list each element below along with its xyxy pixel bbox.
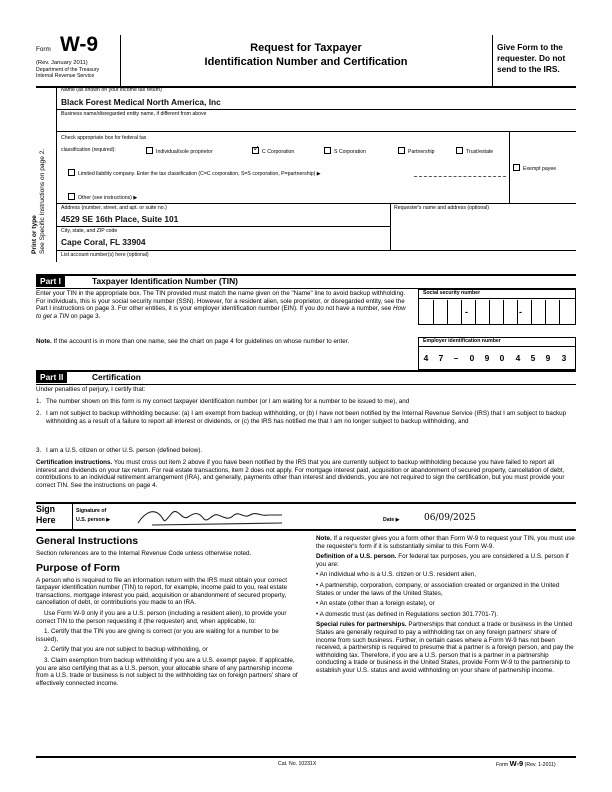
special-rules-para <box>316 621 576 674</box>
part2-tag: Part II <box>36 372 67 383</box>
date-label: Date ▶ <box>383 517 400 523</box>
see-specific <box>39 134 47 254</box>
part2-title: Certification <box>92 372 141 382</box>
cert-label: Certification instructions. <box>36 459 113 466</box>
footer-revision: (Rev. 1-2011) <box>524 762 556 768</box>
purpose-p2: Use Form W-9 only if you are a U.S. person (including a resident alien), to provide your correct TIN to the person requesting it (the requester) and, when applicable, to: <box>36 609 287 625</box>
ssn-cells[interactable] <box>419 300 575 324</box>
footer-form <box>496 761 556 769</box>
s-corp-label: S Corporation <box>334 149 367 155</box>
footer-form-number: W-9 <box>509 759 524 768</box>
part1-text-a: Enter your TIN in the appropriate box. The TIN provided must match the name given on the "Name" line to avoid backup withholding. For individuals, this is your social security number (SSN). However, for a resident alien, sole proprietor, or disregarded entity, see the Part I instructions on page 3. For other entities, it is your employer identification number (EIN). If you do not have a number, see <box>36 290 406 313</box>
purpose-title: Purpose of Form <box>36 561 121 574</box>
option-c-corp[interactable] <box>252 144 295 156</box>
ein-dash: – <box>453 353 459 363</box>
bullet-2: • A partnership, corporation, company, or association created or organized in the United States or under the laws of the United States, <box>316 581 560 597</box>
account-label: List account number(s) here (optional) <box>61 252 149 258</box>
note-text: If a requester gives you a form other than Form W-9 to request your TIN, you must use the requester's form if it is substantially similar to this Form W-9. <box>316 535 575 550</box>
purpose-p1: A person who is required to file an information return with the IRS must obtain your correct taxpayer identification number (TIN) to report, for example, income paid to you, real estate transactions, mortgage interest you paid, acquisition or abandonment of secured property, cancellation of debt, or contributions you made to an IRA. <box>36 576 287 607</box>
sidebar-text <box>31 134 51 254</box>
irs-text: Internal Revenue Service <box>36 73 95 79</box>
classification-label2: classification (required): <box>61 147 116 153</box>
part1-note <box>36 338 406 346</box>
right-column <box>316 535 576 678</box>
partnership-checkbox[interactable] <box>398 147 405 154</box>
general-instructions-text: Section references are to the Internal Revenue Code unless otherwise noted. <box>36 550 252 557</box>
part1-tag: Part I <box>36 276 65 287</box>
signature-image[interactable] <box>132 503 312 529</box>
part1-text-how: How to get a TIN <box>36 305 406 320</box>
footer-form-label: Form <box>496 762 509 768</box>
bullet-3: • An estate (other than a foreign estate), or <box>316 600 435 608</box>
print-or-type: Print or type <box>31 215 38 254</box>
ein-digit: 7 <box>438 353 444 363</box>
part1-note-text: If the account is in more than one name, see the chart on page 4 for guidelines on whose number to enter. <box>51 338 350 345</box>
checkmark-icon: ✓ <box>253 144 260 153</box>
option-trust[interactable] <box>456 147 493 156</box>
s-corp-checkbox[interactable] <box>324 147 331 154</box>
ein-digit: 9 <box>545 353 551 363</box>
requester-label: Requester's name and address (optional) <box>394 205 489 211</box>
purpose-l3: 3. Claim exemption from backup withholding if you are a U.S. exempt payee. If applicable, you are also certifying that as a U.S. person, your allocable share of any partnership income from a U.S. trade or business is not subject to the withholding tax on foreign partners' share of effectively connected income. <box>36 656 298 687</box>
llc-input-line[interactable] <box>414 176 506 177</box>
department-text: Department of the Treasury <box>36 66 100 73</box>
bullet-1: • An individual who is a U.S. citizen or U.S. resident alien, <box>316 571 477 579</box>
see-specific-text: See Specific Instructions on page 2. <box>39 148 46 254</box>
city-label: City, state, and ZIP code <box>61 228 118 234</box>
ein-digit: 9 <box>484 353 490 363</box>
exempt-payee-checkbox[interactable] <box>513 164 520 171</box>
trust-label: Trust/estate <box>466 149 494 155</box>
sign-here: Sign Here <box>36 504 56 525</box>
item2-text: I am not subject to backup withholding because: (a) I am exempt from backup withholding, or (b) I have not been notified by the Internal Revenue Service (IRS) that I am subject to backup withholding as a result of a failure to report all interest or dividends, or (c) the IRS has notified me that I am no longer subject to backup withholding, and <box>46 410 567 425</box>
sign-of: Signature of <box>76 508 107 514</box>
ein-digit: 5 <box>530 353 536 363</box>
ein-digit: 0 <box>499 353 505 363</box>
bullet-4: • A domestic trust (as defined in Regulations section 301.7701-7). <box>316 610 499 618</box>
c-corp-checkbox[interactable] <box>252 144 260 154</box>
special-rules-label: Special rules for partnerships. <box>316 621 407 629</box>
part1-text-b: on page 3. <box>68 312 101 320</box>
def-para <box>316 553 576 568</box>
form-number: W-9 <box>60 33 99 56</box>
exempt-payee[interactable] <box>513 164 556 173</box>
revision <box>36 60 116 80</box>
def-label: Definition of a U.S. person. <box>316 553 397 561</box>
ein-digit: 4 <box>515 353 521 363</box>
give-form-note: Give Form to the requester. Do not send to the IRS. <box>497 42 566 74</box>
special-rules-text: Partnerships that conduct a trade or business in the United States are generally required to pay a withholding tax on any foreign partners' share of income from such business. Further, in certain cases where a Form W-9 has not been received, a partnership is required to presume that a partner is a foreign person, and pay the withholding tax. Therefore, if you are a U.S. person that is a partner in a partnership conducting a trade or business in the United States, provide Form W-9 to the partnership to establish your U.S. status and avoid withholding on your share of partnership income. <box>316 621 574 674</box>
cat-no: Cat. No. 10231X <box>278 761 317 767</box>
name-input[interactable]: Black Forest Medical North America, Inc <box>61 97 221 107</box>
us-person: U.S. person ▶ <box>76 517 111 523</box>
item2-num: 2. <box>36 410 42 417</box>
ssn-box[interactable] <box>418 289 576 325</box>
c-corp-label: C Corporation <box>262 149 295 155</box>
classification-label1: Check appropriate box for federal tax <box>61 135 147 141</box>
title-line1: Request for Taxpayer <box>250 42 362 54</box>
cert-text: You must cross out item 2 above if you have been notified by the IRS that you are currently subject to backup withholding because you have failed to report all interest and dividends on your tax return. For real estate transactions, item 2 does not apply. For mortgage interest paid, acquisition or abandonment of secured property, cancellation of debt, contributions to an individual retirement arrangement (IRA), and generally, payments other than interest and dividends, you are not required to sign the certification, but you must provide your correct TIN. See the instructions on page 4. <box>36 459 565 489</box>
cert-instructions <box>36 459 576 489</box>
left-column <box>36 535 302 690</box>
ssn-label: Social security number <box>423 290 481 296</box>
item1-num: 1. <box>36 398 42 405</box>
partnership-label: Partnership <box>408 149 435 155</box>
option-partnership[interactable] <box>398 147 435 156</box>
other-checkbox[interactable] <box>68 193 75 200</box>
def-text: For federal tax purposes, you are considered a U.S. person if you are: <box>316 553 569 568</box>
individual-checkbox[interactable] <box>146 147 153 154</box>
ein-digit: 4 <box>423 353 429 363</box>
item3-num: 3. <box>36 447 42 454</box>
part1-note-label: Note. <box>36 338 52 345</box>
part1-title: Taxpayer Identification Number (TIN) <box>92 276 238 286</box>
exempt-payee-label: Exempt payee <box>523 166 557 172</box>
title-line2: Identification Number and Certification <box>204 56 408 68</box>
ssn-dash-1: - <box>465 307 468 317</box>
ein-label: Employer identification number <box>423 338 501 344</box>
date-value[interactable]: 06/09/2025 <box>424 513 476 523</box>
llc-checkbox[interactable] <box>68 169 75 176</box>
form-label: Form <box>36 46 51 53</box>
revision-text: (Rev. January 2011) <box>36 60 88 66</box>
business-label: Business name/disregarded entity name, if different from above <box>61 111 207 117</box>
other-label: Other (see instructions) ▶ <box>78 195 138 201</box>
city-input[interactable]: Cape Coral, FL 33904 <box>61 237 146 247</box>
ein-digits[interactable] <box>419 350 575 368</box>
option-llc[interactable] <box>68 169 321 178</box>
option-other[interactable] <box>68 193 137 202</box>
item3-text: I am a U.S. citizen or other U.S. person (defined below). <box>46 447 203 454</box>
general-instructions-title: General Instructions <box>36 535 139 547</box>
ein-digit: 0 <box>469 353 475 363</box>
note-para <box>316 535 576 550</box>
ein-box[interactable] <box>418 337 576 370</box>
purpose-l2: 2. Certify that you are not subject to backup withholding, or <box>44 646 208 654</box>
name-label: Name (as shown on your income tax return) <box>61 87 162 93</box>
address-input[interactable]: 4529 SE 16th Place, Suite 101 <box>61 214 179 224</box>
llc-label: Limited liability company. Enter the tax classification (C=C corporation, S=S corporation, P=partnership) ▶ <box>78 171 321 177</box>
part2-intro: Under penalties of perjury, I certify that: <box>36 386 146 393</box>
part1-text <box>36 290 406 320</box>
purpose-l1: 1. Certify that the TIN you are giving is correct (or you are waiting for a number to be issued), <box>36 628 279 643</box>
option-individual[interactable] <box>146 147 213 156</box>
form-title <box>120 41 492 69</box>
option-s-corp[interactable] <box>324 147 366 156</box>
ein-digit: 3 <box>561 353 567 363</box>
item1-text: The number shown on this form is my correct taxpayer identification number (or I am waiting for a number to be issued to me), and <box>46 398 410 405</box>
address-label: Address (number, street, and apt. or suite no.) <box>61 205 167 211</box>
trust-checkbox[interactable] <box>456 147 463 154</box>
individual-label: Individual/sole proprietor <box>156 149 213 155</box>
ssn-dash-2: - <box>519 307 522 317</box>
note-label: Note. <box>316 535 332 542</box>
